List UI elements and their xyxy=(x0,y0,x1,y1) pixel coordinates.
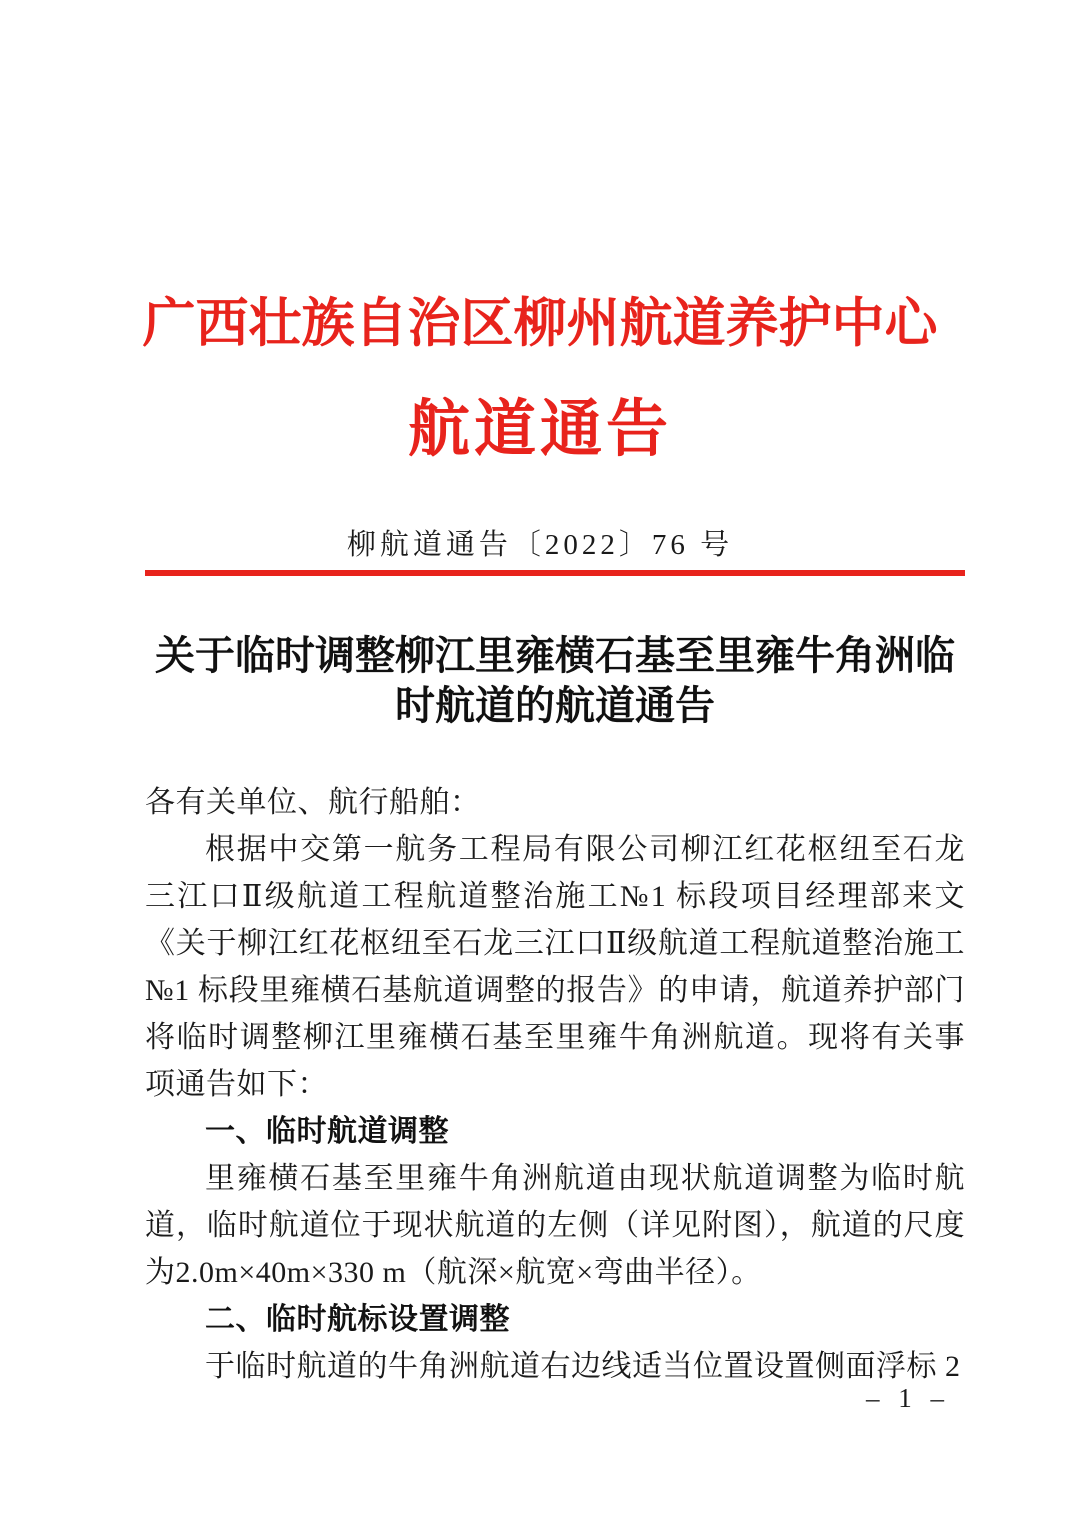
paragraph-buoy-placement: 于临时航道的牛角洲航道右边线适当位置设置侧面浮标 2 xyxy=(205,1350,961,1383)
section-heading-temporary-channel-adjustment: 一、临时航道调整 xyxy=(205,1115,449,1148)
red-divider-line xyxy=(145,570,965,576)
salutation-line: 各有关单位、航行船舶： xyxy=(145,786,481,819)
notice-title xyxy=(145,631,965,731)
content-column xyxy=(145,570,965,1390)
notice-title-line2: 时航道的航道通告 xyxy=(395,684,715,728)
issuing-organization-title: 广西壮族自治区柳州航道养护中心 xyxy=(142,294,938,353)
notice-type-title: 航道通告 xyxy=(407,395,672,464)
notice-body xyxy=(145,779,965,1390)
notice-title-line1: 关于临时调整柳江里雍横石基至里雍牛角洲临 xyxy=(155,634,955,678)
section-heading-temporary-buoy-adjustment: 二、临时航标设置调整 xyxy=(205,1303,510,1336)
page-number: – 1 – xyxy=(866,1383,950,1413)
paragraph-basis-and-decision: 根据中交第一航务工程局有限公司柳江红花枢纽至石龙三江口Ⅱ级航道工程航道整治施工№1 标段项目经理部来文《关于柳江红花枢纽至石龙三江口Ⅱ级航道工程航道整治施工№1 标段里雍横石基航道调整的报告》的申请，航道养护部门将临时调整柳江里雍横石基至里雍牛角洲航道。现将有关事项通告如下： xyxy=(145,833,965,1101)
document-number: 柳航道通告〔2022〕76 号 xyxy=(346,529,734,561)
paragraph-channel-dimensions: 里雍横石基至里雍牛角洲航道由现状航道调整为临时航道，临时航道位于现状航道的左侧（详见附图），航道的尺度为2.0m×40m×330 m（航深×航宽×弯曲半径）。 xyxy=(145,1162,965,1289)
